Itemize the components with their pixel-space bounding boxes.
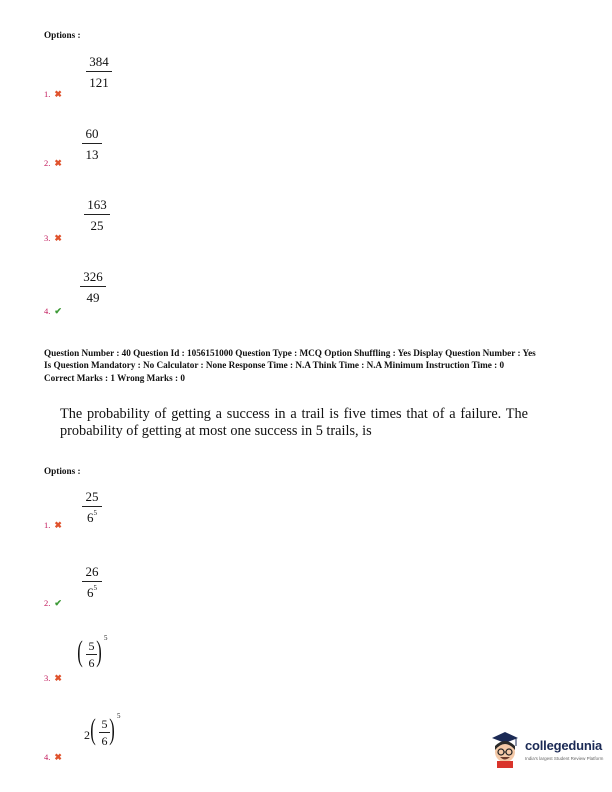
logo-wordmark: collegedunia [525,738,603,753]
option-1-denominator: 121 [89,75,109,90]
option-4[interactable] [44,306,62,317]
option-number: 3. [44,233,51,243]
option-3-denominator: 25 [90,218,104,233]
option-1[interactable] [44,89,62,100]
option-2[interactable] [44,598,62,609]
option-3-exponent: 5 [104,634,108,642]
option-2-denominator-base: 6 [87,585,94,600]
wrong-mark-icon: ✖ [54,673,62,683]
option-2-denominator-exponent: 5 [93,584,97,592]
option-2-fraction [82,565,102,599]
question-meta-line-3: Correct Marks : 1 Wrong Marks : 0 [44,373,185,383]
option-4-fraction [80,270,106,304]
options-label: Options : [44,30,81,40]
option-1-numerator: 384 [89,54,109,69]
question-meta-line-2: Is Question Mandatory : No Calculator : None Response Time : N.A Think Time : N.A Minimum Instruction Time : 0 [44,360,505,370]
option-1[interactable] [44,520,62,531]
option-3-denominator: 6 [88,656,95,670]
option-number: 3. [44,673,51,683]
option-4-numerator: 5 [101,717,108,731]
wrong-mark-icon: ✖ [54,752,62,762]
correct-mark-icon: ✔ [54,598,62,608]
left-paren: ( [90,713,96,746]
option-number: 4. [44,752,51,762]
mascot-icon [488,728,522,768]
option-2-fraction [82,127,102,161]
option-number: 1. [44,89,51,99]
question-text: The probability of getting a success in a trail is five times that of a failure. The probability of getting at most one success in 5 trails, is [60,406,528,439]
option-3[interactable] [44,673,62,684]
question-meta-line-1: Question Number : 40 Question Id : 1056151000 Question Type : MCQ Option Shuffling : Yes Display Question Number : Yes [44,348,536,358]
right-paren: ) [109,713,115,746]
option-3[interactable] [44,233,62,244]
option-number: 2. [44,598,51,608]
option-1-denominator-exponent: 5 [93,509,97,517]
option-1-denominator-base: 6 [87,510,94,525]
option-1-fraction [86,55,112,89]
option-2-numerator: 26 [85,564,99,579]
option-3-numerator: 5 [88,639,95,653]
logo-tagline: India's largest Student Review Platform [525,756,604,761]
option-1-numerator: 25 [85,489,99,504]
option-3-fraction [84,198,110,232]
option-4-denominator: 6 [101,734,108,748]
option-2-denominator: 13 [85,147,99,162]
collegedunia-logo[interactable] [488,728,608,778]
wrong-mark-icon: ✖ [54,233,62,243]
left-paren: ( [77,635,83,668]
option-2[interactable] [44,158,62,169]
option-4-denominator: 49 [86,290,100,305]
option-4-numerator: 326 [83,269,103,284]
option-number: 1. [44,520,51,530]
option-number: 4. [44,306,51,316]
option-number: 2. [44,158,51,168]
options-label: Options : [44,466,81,476]
option-4[interactable] [44,752,62,763]
option-3-numerator: 163 [87,197,107,212]
option-4-coefficient: 2 [84,728,90,742]
option-2-numerator: 60 [85,126,99,141]
correct-mark-icon: ✔ [54,306,62,316]
wrong-mark-icon: ✖ [54,89,62,99]
option-1-fraction [82,490,102,524]
wrong-mark-icon: ✖ [54,158,62,168]
wrong-mark-icon: ✖ [54,520,62,530]
right-paren: ) [96,635,102,668]
option-4-exponent: 5 [117,712,121,720]
